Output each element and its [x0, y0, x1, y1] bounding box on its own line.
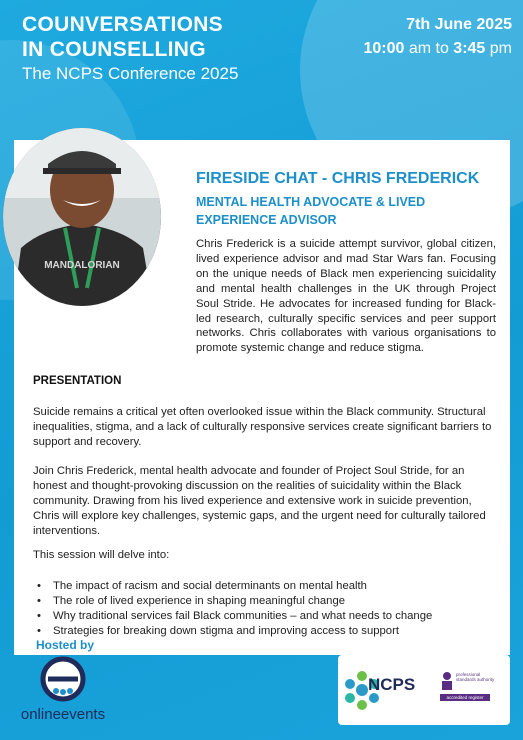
presentation-heading: PRESENTATION: [33, 375, 122, 387]
list-item: [37, 624, 507, 639]
presentation-paragraph-2: Join Chris Frederick, mental health advocate and founder of Project Soul Stride, for an honest and thought-provoking discussion on the realities of suicidality within the Black community. Drawing from his lived experience and extensive work in suicide prevention, Chris will explore key challenges, systemic gaps, and the urgent need for culturally tailored interventions.: [33, 465, 486, 537]
list-item-text: Strategies for breaking down stigma and improving access to support: [53, 624, 399, 637]
online-events-logo: [14, 655, 112, 725]
shirt-text: MANDALORIAN: [44, 260, 120, 271]
time-suffix: pm: [485, 40, 512, 57]
event-header: [22, 12, 512, 86]
list-item-text: The role of lived experience in shaping meaningful change: [53, 594, 346, 607]
psa-accredited-badge: accredited register: [440, 694, 490, 701]
presentation-paragraph-1: Suicide remains a critical yet often overlooked issue within the Black community. Structural inequalities, stigma, and a lack of culturally responsive services create significant barriers to support and recovery.: [33, 406, 492, 448]
hosted-by-label: Hosted by: [36, 638, 95, 652]
event-title-line-1: COUNVERSATIONS: [22, 13, 223, 36]
event-time: [363, 40, 512, 58]
time-mid: am to: [404, 40, 454, 57]
event-title-line-2: IN COUNSELLING: [22, 38, 206, 61]
bullet-icon: •: [37, 624, 41, 637]
list-item: [37, 594, 507, 609]
topics-list: [37, 579, 507, 639]
bullet-icon: •: [37, 580, 41, 592]
speaker-bio: Chris Frederick is a suicide attempt survivor, global citizen, lived experience advisor and mad Star Wars fan. Focusing on the unique needs of Black men experiencing suicidality and mental health challenges in the UK through Project Soul Stride. He advocates for increased funding for Black-led research, culturally specific services and peer support networks. Chris collaborates with various organisations to promote systemic change and reduce stigma.: [196, 238, 496, 355]
speaker-role: MENTAL HEALTH ADVOCATE & LIVED EXPERIENCE ADVISOR: [196, 195, 426, 227]
bullet-icon: •: [37, 609, 41, 622]
time-end: 3:45: [453, 40, 486, 57]
list-item: [37, 609, 507, 624]
ncps-label: NCPS: [368, 675, 416, 694]
psa-person-icon: [440, 671, 454, 691]
speaker-photo: [3, 128, 161, 306]
list-item-text: The impact of racism and social determinants on mental health: [53, 580, 367, 592]
presentation-intro: This session will delve into:: [33, 549, 170, 561]
psa-text: professional standards authority: [456, 672, 495, 682]
list-item-text: Why traditional services fail Black communities – and what needs to change: [53, 609, 433, 622]
time-start: 10:00: [363, 40, 405, 57]
event-date: 7th June 2025: [406, 16, 512, 33]
online-events-wordmark: onlineevents: [20, 706, 106, 723]
speaker-portrait-image: [3, 128, 161, 306]
event-subtitle: The NCPS Conference 2025: [22, 64, 239, 83]
online-events-logo-icon: [14, 655, 112, 725]
fireside-chat-title: FIRESIDE CHAT - CHRIS FREDERICK: [196, 170, 480, 187]
bullet-icon: •: [37, 594, 41, 607]
list-item: [37, 579, 507, 594]
